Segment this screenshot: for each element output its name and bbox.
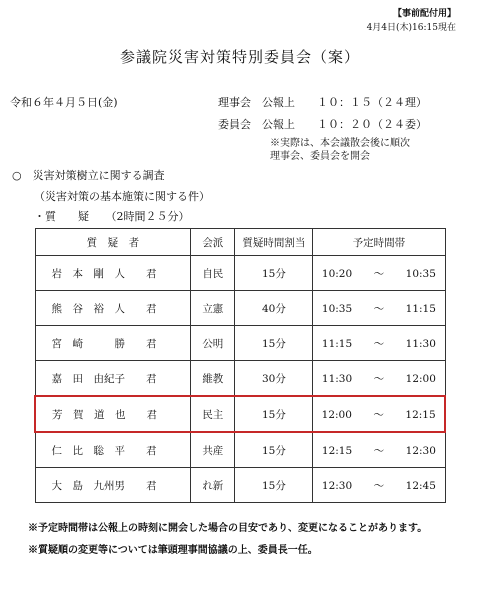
time-slot-cell [313, 326, 445, 361]
slot-end: 12:30 [405, 444, 436, 457]
header-party: 会派 [191, 229, 235, 256]
committee-meeting-time: 委員会 公報上 １０：２０（２４委） [218, 118, 427, 131]
slot-start: 12:00 [321, 408, 352, 421]
slot-start: 11:15 [321, 337, 353, 350]
party-cell: 民主 [191, 396, 235, 432]
as-of-timestamp: 4月4日(木)16:15現在 [366, 23, 456, 33]
time-slot-cell [313, 432, 445, 468]
questioner-name: 仁 比 聡 平 君 [35, 432, 191, 468]
board-meeting-time: 理事会 公報上 １０：１５（２４理） [218, 96, 427, 109]
time-allocation-cell: 15分 [235, 326, 313, 361]
table-row [35, 256, 445, 291]
table-row [35, 468, 445, 503]
footnote-order: ※質疑順の変更等については筆頭理事間協議の上、委員長一任。 [28, 545, 318, 556]
document-title: 参議院災害対策特別委員会（案） [119, 48, 360, 66]
slot-start: 12:15 [321, 444, 353, 457]
table-header-row [35, 229, 445, 256]
questioner-name: 岩 本 剛 人 君 [35, 256, 191, 291]
slot-start: 12:30 [321, 479, 353, 492]
slot-separator: 〜 [373, 337, 385, 350]
party-cell: れ新 [191, 468, 235, 503]
questioner-schedule-table [34, 228, 446, 503]
time-slot-cell [313, 291, 445, 326]
party-cell: 維教 [191, 361, 235, 397]
time-slot-cell [313, 256, 445, 291]
time-allocation-cell: 15分 [235, 256, 313, 291]
time-slot-cell [313, 361, 445, 397]
questioner-name: 芳 賀 道 也 君 [35, 396, 191, 432]
slot-separator: 〜 [373, 408, 384, 421]
party-cell: 公明 [191, 326, 235, 361]
time-allocation-cell: 15分 [235, 432, 313, 468]
slot-start: 10:20 [321, 267, 353, 280]
slot-end: 11:15 [405, 302, 436, 315]
question-duration: ・質 疑 （2時間２５分） [34, 210, 190, 223]
slot-separator: 〜 [373, 479, 385, 492]
time-slot-cell [313, 396, 445, 432]
table-row [35, 361, 445, 397]
header-questioner: 質 疑 者 [35, 229, 191, 256]
slot-separator: 〜 [373, 302, 385, 315]
meeting-date: 令和６年４月５日(金) [10, 96, 118, 109]
questioner-name: 宮 崎 勝 君 [35, 326, 191, 361]
table-row [35, 291, 445, 326]
table-row [35, 432, 445, 468]
slot-start: 10:35 [321, 302, 353, 315]
time-allocation-cell: 15分 [235, 396, 313, 432]
time-allocation-cell: 40分 [235, 291, 313, 326]
questioner-name: 大 島 九州男 君 [35, 468, 191, 503]
party-cell: 自民 [191, 256, 235, 291]
slot-start: 11:30 [321, 372, 353, 385]
opening-note-line1: ※実際は、本会議散会後に順次 [270, 138, 410, 149]
time-allocation-cell: 15分 [235, 468, 313, 503]
time-slot-cell [313, 468, 445, 503]
table-row [35, 396, 445, 432]
agenda-subtopic: （災害対策の基本施策に関する件） [34, 190, 210, 203]
slot-end: 10:35 [405, 267, 436, 280]
agenda-topic: ○ 災害対策樹立に関する調査 [12, 169, 165, 182]
questioner-name: 嘉 田 由紀子 君 [35, 361, 191, 397]
party-cell: 共産 [191, 432, 235, 468]
slot-separator: 〜 [373, 267, 385, 280]
slot-end: 12:15 [405, 408, 436, 421]
time-allocation-cell: 30分 [235, 361, 313, 397]
slot-separator: 〜 [373, 444, 385, 457]
slot-end: 12:45 [405, 479, 436, 492]
slot-separator: 〜 [373, 372, 385, 385]
header-time-slot: 予定時間帯 [313, 229, 445, 256]
distribution-tag: 【事前配付用】 [392, 9, 456, 19]
slot-end: 11:30 [405, 337, 436, 350]
party-cell: 立憲 [191, 291, 235, 326]
table-row [35, 326, 445, 361]
footnote-schedule: ※予定時間帯は公報上の時刻に開会した場合の目安であり、変更になることがあります。 [28, 523, 428, 534]
slot-end: 12:00 [405, 372, 436, 385]
opening-note-line2: 理事会、委員会を開会 [270, 151, 370, 162]
questioner-name: 熊 谷 裕 人 君 [35, 291, 191, 326]
header-allocation: 質疑時間割当 [235, 229, 313, 256]
